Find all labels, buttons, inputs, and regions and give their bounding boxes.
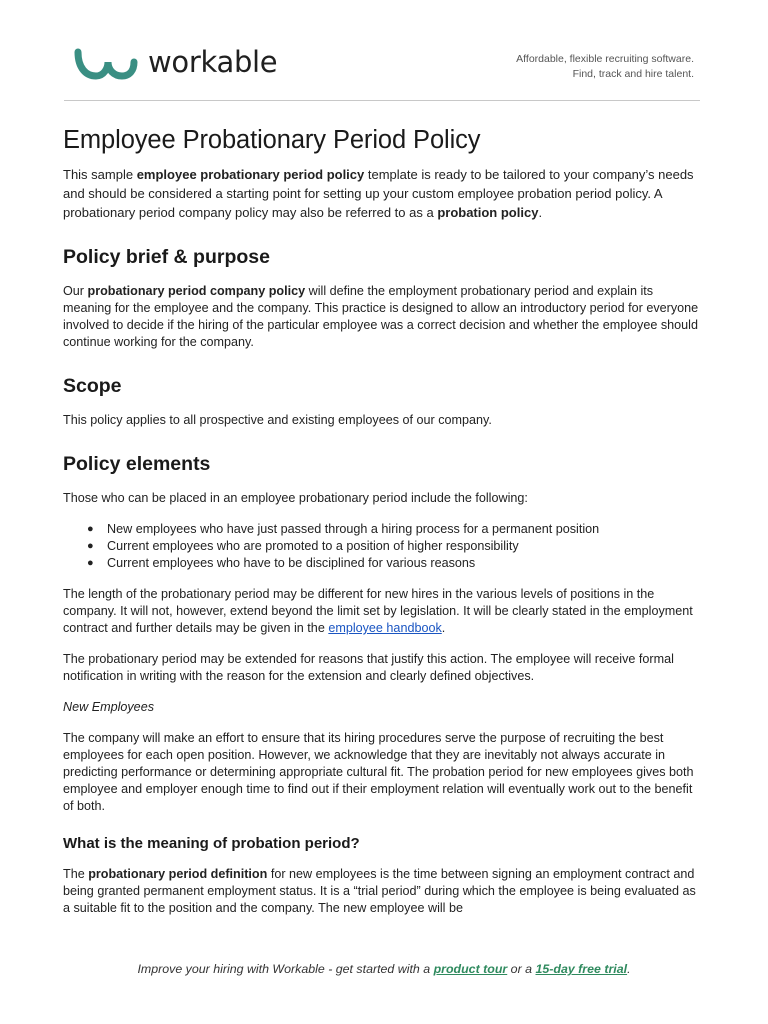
footer-text-1: Improve your hiring with Workable - get started with a (137, 962, 434, 976)
length-text-2: . (441, 621, 446, 635)
section-heading-elements: Policy elements (63, 453, 211, 475)
workable-logo[interactable] (72, 44, 277, 84)
meaning-text-2: for new employees is the time between signing an employment contract and being granted permanent employment status. It is a “trial period” during which the employee is being evaluated as a suitable fit to the position and the company. The new employee will be (63, 867, 696, 915)
brief-bold-1: probationary period company policy (87, 284, 306, 298)
list-item (87, 555, 703, 572)
free-trial-link[interactable]: 15-day free trial (535, 962, 628, 976)
elements-intro: Those who can be placed in an employee probationary period include the following: (63, 491, 528, 505)
section-heading-brief: Policy brief & purpose (63, 246, 270, 268)
list-item-text: New employees who have just passed through a hiring process for a permanent position (107, 522, 600, 536)
list-item-text: Current employees who are promoted to a position of higher responsibility (107, 539, 519, 553)
meaning-bold-1: probationary period definition (88, 867, 268, 881)
list-item-text: Current employees who have to be disciplined for various reasons (107, 556, 476, 570)
new-employees-subheading: New Employees (63, 700, 154, 714)
new-employees-paragraph: The company will make an effort to ensure that its hiring procedures serve the purpose of recruiting the best employees for each open position. However, we acknowledge that they are inevitably not always accurate in predicting performance or determining appropriate cultural fit. The probation period for new employees gives both employee and employer enough time to find out if their employment relation will eventually work out to the benefit of both. (63, 731, 694, 813)
brief-paragraph (63, 283, 703, 351)
eligible-list (63, 521, 703, 572)
list-item (87, 538, 703, 555)
tagline-line-1: Affordable, flexible recruiting software. (516, 53, 694, 65)
header-tagline (516, 52, 694, 82)
bullet-icon: ● (87, 540, 94, 552)
intro-bold-2: probation policy (437, 205, 539, 220)
tagline-line-2: Find, track and hire talent. (572, 68, 694, 80)
brief-text-2: will define the employment probationary period and explain its meaning for the employee and the company. This practice is designed to allow an introductory period for everyone involved to decide if the hiring of the particular employee was a correct decision and whether the employee should continue working for the company. (63, 284, 699, 349)
page-title: Employee Probationary Period Policy (63, 126, 481, 154)
meaning-paragraph (63, 866, 703, 917)
workable-w-icon (72, 46, 138, 82)
brand-name: workable (148, 45, 278, 79)
intro-text-2: template is ready to be tailored to your company’s needs and should be considered a starting point for setting up your custom employee probation period policy. A probationary period company policy may also be referred to as a (63, 167, 694, 220)
section-heading-meaning: What is the meaning of probation period? (63, 835, 360, 852)
footer-text-3: . (627, 962, 631, 976)
footer-text-2: or a (507, 962, 536, 976)
length-paragraph (63, 586, 703, 637)
bullet-icon: ● (87, 523, 94, 535)
intro-text-3: . (538, 205, 543, 220)
list-item (87, 521, 703, 538)
document-body (63, 126, 703, 931)
intro-bold-1: employee probationary period policy (136, 167, 365, 182)
header-divider (64, 100, 700, 101)
scope-paragraph: This policy applies to all prospective and existing employees of our company. (63, 413, 492, 427)
meaning-text-1: The (63, 867, 89, 881)
extension-paragraph: The probationary period may be extended for reasons that justify this action. The employee will receive formal notification in writing with the reason for the extension and clearly defined objectives. (63, 652, 674, 683)
length-text-1: The length of the probationary period may be different for new hires in the various levels of positions in the company. It will not, however, extend beyond the limit set by legislation. It will be clearly stated in the employment contract and further details may be given in the (63, 587, 693, 635)
intro-text-1: This sample (63, 167, 137, 182)
page-footer (0, 962, 768, 976)
bullet-icon: ● (87, 557, 94, 569)
brief-text-1: Our (63, 284, 88, 298)
page-header (64, 40, 700, 88)
product-tour-link[interactable]: product tour (433, 962, 508, 976)
intro-paragraph (63, 165, 703, 222)
employee-handbook-link[interactable]: employee handbook (328, 621, 442, 635)
section-heading-scope: Scope (63, 375, 122, 397)
